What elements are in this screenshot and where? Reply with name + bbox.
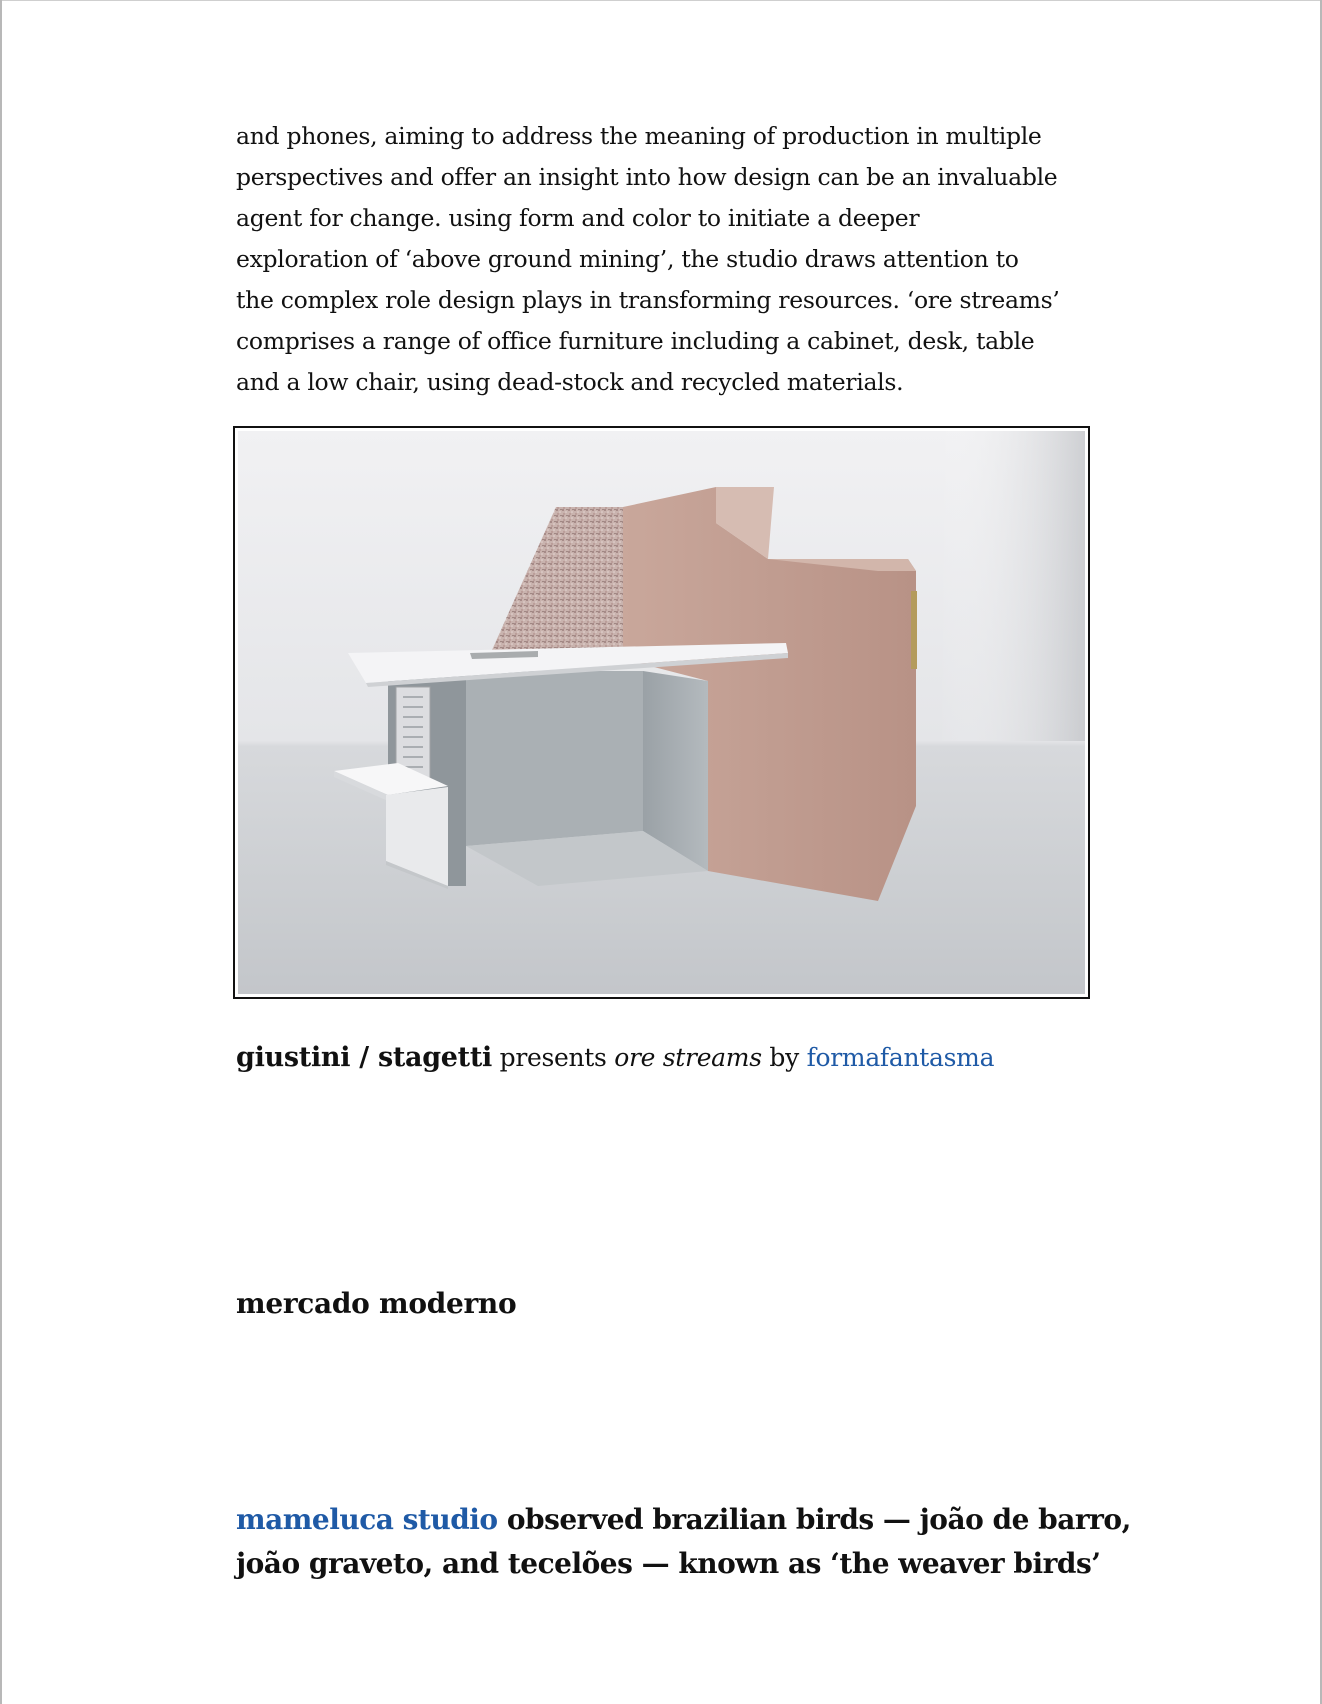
paragraph-line: and a low chair, using dead-stock and recycled materials. [236, 368, 904, 396]
image-caption [236, 1037, 1136, 1079]
paragraph-line: exploration of ‘above ground mining’, the studio draws attention to [236, 245, 1019, 273]
subheading-line-2: joão graveto, and tecelões — known as ‘the weaver birds’ [236, 1547, 1101, 1580]
page-border-left [0, 0, 2, 1704]
paragraph-line: agent for change. using form and color to initiate a deeper [236, 204, 920, 232]
paragraph-line: perspectives and offer an insight into how design can be an invaluable [236, 163, 1058, 191]
furniture-photo [233, 426, 1090, 999]
subheading-line-1-text: observed brazilian birds — joão de barro, [497, 1503, 1131, 1536]
paragraph-line: and phones, aiming to address the meaning of production in multiple [236, 122, 1042, 150]
formafantasma-link[interactable]: formafantasma [806, 1043, 995, 1072]
subheading-line-1 [236, 1498, 1136, 1542]
page-border-top [0, 0, 1322, 1]
article-paragraph [236, 116, 1116, 403]
desk-illustration [238, 431, 1085, 994]
section-subheading [236, 1498, 1136, 1586]
caption-title: ore streams [614, 1043, 762, 1072]
paragraph-line: the complex role design plays in transforming resources. ‘ore streams’ [236, 286, 1060, 314]
caption-by: by [761, 1043, 807, 1072]
mameluca-studio-link[interactable]: mameluca studio [236, 1503, 498, 1536]
caption-gallery: giustini / stagetti [236, 1042, 492, 1073]
section-heading: mercado moderno [236, 1287, 517, 1320]
caption-presents: presents [491, 1043, 615, 1072]
paragraph-line: comprises a range of office furniture including a cabinet, desk, table [236, 327, 1035, 355]
